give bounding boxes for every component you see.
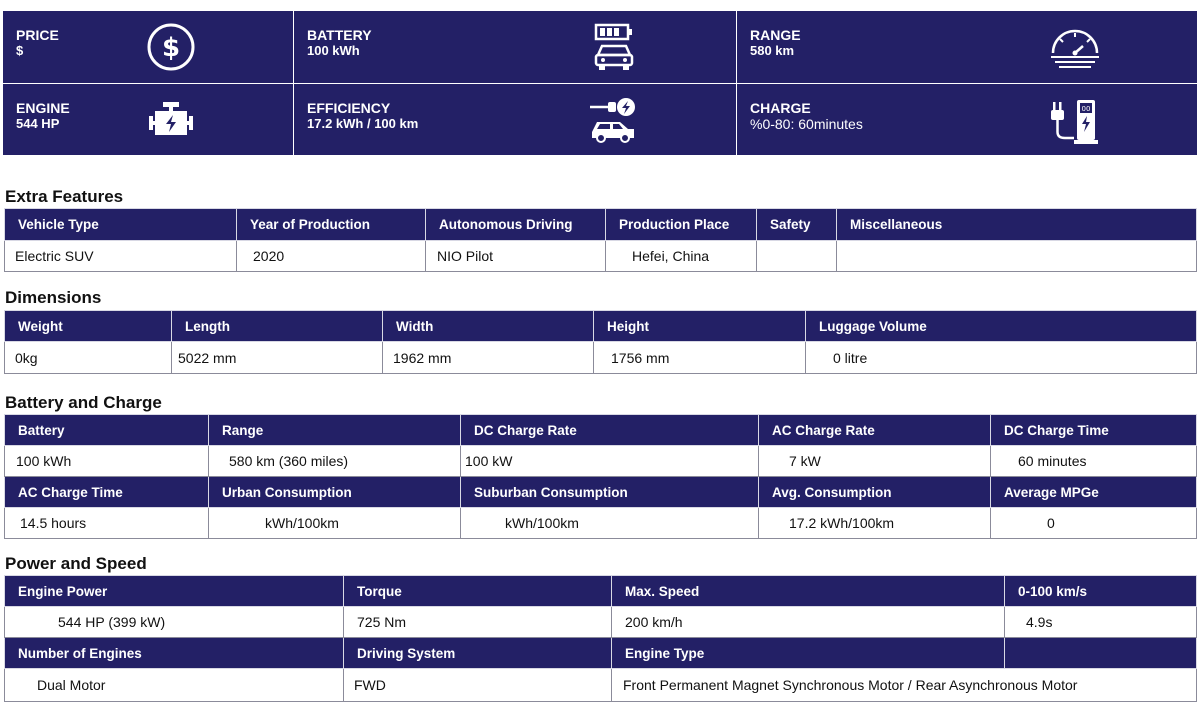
header-cell: Average MPGe bbox=[991, 477, 1197, 508]
value-cell: 0kg bbox=[5, 342, 172, 374]
value-cell: 1756 mm bbox=[594, 342, 806, 374]
header-cell: AC Charge Time bbox=[5, 477, 209, 508]
summary-label: PRICE bbox=[16, 27, 59, 43]
value-cell: 1962 mm bbox=[383, 342, 594, 374]
header-cell: DC Charge Time bbox=[991, 415, 1197, 446]
header-cell: Height bbox=[594, 311, 806, 342]
header-cell: Luggage Volume bbox=[806, 311, 1197, 342]
summary-label: ENGINE bbox=[16, 100, 70, 116]
value-cell: FWD bbox=[344, 669, 612, 702]
battery-car-icon bbox=[586, 19, 642, 75]
value-cell: Dual Motor bbox=[5, 669, 344, 702]
header-cell bbox=[1005, 638, 1197, 669]
value-cell-engine-type: Front Permanent Magnet Synchronous Motor / Rear Asynchronous Motor bbox=[612, 669, 1197, 702]
summary-charge bbox=[737, 84, 1197, 156]
summary-range bbox=[737, 11, 1197, 83]
value-cell: 100 kW bbox=[461, 446, 759, 477]
header-cell: 0-100 km/s bbox=[1005, 576, 1197, 607]
summary-price bbox=[3, 11, 293, 83]
summary-value: %0-80: 60minutes bbox=[750, 116, 863, 132]
summary-value: 100 kWh bbox=[307, 43, 360, 58]
summary-value: $ bbox=[16, 43, 24, 58]
value-cell: Hefei, China bbox=[606, 241, 757, 272]
svg-text:$: $ bbox=[161, 33, 181, 63]
value-cell: 60 minutes bbox=[991, 446, 1197, 477]
header-cell: Production Place bbox=[606, 209, 757, 241]
summary-battery bbox=[294, 11, 736, 83]
summary-value: 17.2 kWh / 100 km bbox=[307, 116, 419, 131]
extra-features-table bbox=[4, 208, 1197, 272]
header-cell: Year of Production bbox=[237, 209, 426, 241]
header-cell: Battery bbox=[5, 415, 209, 446]
charging-station-icon bbox=[1047, 92, 1103, 148]
value-cell: 544 HP (399 kW) bbox=[5, 607, 344, 638]
engine-icon bbox=[143, 92, 199, 148]
header-cell: Suburban Consumption bbox=[461, 477, 759, 508]
value-cell: 7 kW bbox=[759, 446, 991, 477]
value-cell: 0 litre bbox=[806, 342, 1197, 374]
power-speed-table bbox=[4, 575, 1197, 702]
summary-label: CHARGE bbox=[750, 100, 811, 116]
value-cell: 100 kWh bbox=[5, 446, 209, 477]
speedometer-icon bbox=[1047, 19, 1103, 75]
header-cell: Driving System bbox=[344, 638, 612, 669]
header-cell: Range bbox=[209, 415, 461, 446]
value-cell: NIO Pilot bbox=[426, 241, 606, 272]
svg-text:00: 00 bbox=[1081, 105, 1091, 113]
summary-efficiency bbox=[294, 84, 736, 156]
header-cell: Miscellaneous bbox=[837, 209, 1197, 241]
summary-value: 544 HP bbox=[16, 116, 60, 131]
summary-label: EFFICIENCY bbox=[307, 100, 391, 116]
header-cell: Safety bbox=[757, 209, 837, 241]
value-cell: 5022 mm bbox=[172, 342, 383, 374]
summary-engine bbox=[3, 84, 293, 156]
value-cell: kWh/100km bbox=[461, 508, 759, 539]
header-cell: Weight bbox=[5, 311, 172, 342]
battery-charge-table bbox=[4, 414, 1197, 539]
value-cell: 725 Nm bbox=[344, 607, 612, 638]
header-cell: AC Charge Rate bbox=[759, 415, 991, 446]
ev-plug-car-icon bbox=[584, 92, 640, 148]
value-cell: Electric SUV bbox=[5, 241, 237, 272]
section-title-extra-features: Extra Features bbox=[5, 187, 124, 206]
section-title-battery-charge: Battery and Charge bbox=[5, 393, 162, 412]
dimensions-table bbox=[4, 310, 1197, 374]
header-cell: Urban Consumption bbox=[209, 477, 461, 508]
value-cell: 4.9s bbox=[1005, 607, 1197, 638]
dollar-icon bbox=[143, 19, 199, 75]
section-title-dimensions: Dimensions bbox=[5, 288, 102, 307]
header-cell: Number of Engines bbox=[5, 638, 344, 669]
value-cell bbox=[757, 241, 837, 272]
value-cell: kWh/100km bbox=[209, 508, 461, 539]
value-cell: 0 bbox=[991, 508, 1197, 539]
value-cell: 580 km (360 miles) bbox=[209, 446, 461, 477]
value-cell: 200 km/h bbox=[612, 607, 1005, 638]
summary-label: BATTERY bbox=[307, 27, 372, 43]
header-cell: Avg. Consumption bbox=[759, 477, 991, 508]
header-cell: Autonomous Driving bbox=[426, 209, 606, 241]
value-cell: 2020 bbox=[237, 241, 426, 272]
header-cell: Torque bbox=[344, 576, 612, 607]
header-cell: DC Charge Rate bbox=[461, 415, 759, 446]
summary-label: RANGE bbox=[750, 27, 801, 43]
header-cell: Width bbox=[383, 311, 594, 342]
summary-value: 580 km bbox=[750, 43, 795, 58]
value-cell: 14.5 hours bbox=[5, 508, 209, 539]
value-cell: 17.2 kWh/100km bbox=[759, 508, 991, 539]
section-title-power-speed: Power and Speed bbox=[5, 554, 147, 573]
header-cell: Engine Power bbox=[5, 576, 344, 607]
header-cell: Vehicle Type bbox=[5, 209, 237, 241]
header-cell: Length bbox=[172, 311, 383, 342]
header-cell: Engine Type bbox=[612, 638, 1005, 669]
header-cell: Max. Speed bbox=[612, 576, 1005, 607]
value-cell bbox=[837, 241, 1197, 272]
spec-summary-band bbox=[3, 11, 1197, 155]
